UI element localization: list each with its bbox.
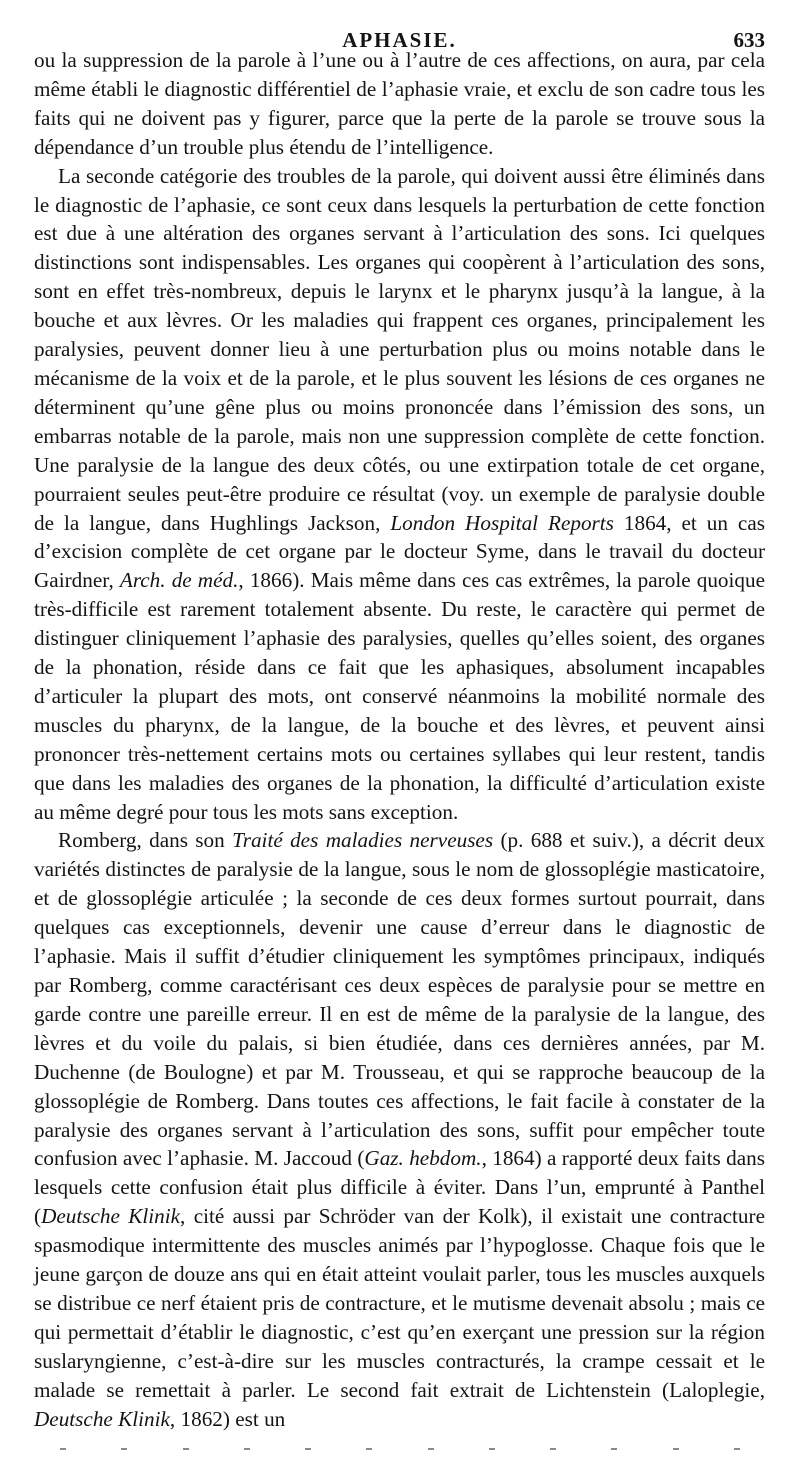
text-run: , 1864) a rapporté deux faits dans lesquels cette confusion était plus difficile à éviter. Dans l’un, emprunté à Panthel ( xyxy=(34,1146,765,1229)
italic-title: Deutsche Klinik xyxy=(41,1204,181,1229)
text-run: , cité aussi par Schröder van der Kolk), il existait une contracture spasmodique intermittente des muscles animés par l’hypoglosse. Chaque fois que le jeune garçon de douze ans qui en était atteint voulait parler, tous les muscles auxquels se distribue ce nerf étaient pris de contracture, et le mutisme devenait absolu ; mais ce qui permettait d’établir le diagnostic, c’est qu’en exerçant une pression sur la région suslaryngienne, c’est-à-dire sur les muscles contracturés, la crampe cessait et le malade se remettait à parler. Le second fait extrait de Lichtenstein (Laloplegie, xyxy=(34,1204,765,1402)
text-run: La seconde catégorie des troubles de la parole, qui doivent aussi être éliminés dans le diagnostic de l’aphasie, ce sont ceux dans lesquels la perturbation de cette fonction est due à une altération des organes servant à l’articulation des sons. Ici quelques distinctions sont indispensables. Les organes qui coopèrent à l’articulation des sons, sont en effet très-nombreux, depuis le larynx et le pharynx jusqu’à la langue, à la bouche et aux lèvres. Or les maladies qui frappent ces organes, principalement les paralysies, peuvent donner lieu à une perturbation plus ou moins notable dans le mécanisme de la voix et de la parole, et le plus souvent les lésions de ces organes ne déterminent qu’une gêne plus ou moins prononcée dans l’émission des sons, un embarras notable de la parole, mais non une suppression complète de cette fonction. Une paralysie de la langue des deux côtés, ou une extirpation totale de cet organe, pourraient seules peut-être produire ce résultat (voy. un exemple de paralysie double de la langue, dans Hughlings Jackson, xyxy=(34,163,765,535)
italic-title: Traité des maladies nerveuses xyxy=(232,828,494,853)
text-run: , 1862) est un xyxy=(169,1406,286,1431)
italic-title: Arch. de méd. xyxy=(119,568,239,593)
running-title: APHASIE. xyxy=(342,28,457,52)
text-run: (p. 688 et suiv.), a décrit deux variétés distinctes de paralysie de la langue, sous le nom de glossoplégie masticatoire, et de glossoplégie articulée ; la seconde de ces deux formes surtout pourrait, dans quelques cas exceptionnels, devenir une cause d’erreur dans le diagnostic de l’aphasie. Mais il suffit d’étudier cliniquement les symptômes principaux, indiqués par Romberg, comme caractérisant ces deux espèces de paralysie pour se mettre en garde contre une pareille erreur. Il en est de même de la paralysie de la langue, des lèvres et du voile du palais, si bien étudiée, dans ces dernières années, par M. Duchenne (de Boulogne) et par M. Trousseau, et qui se rapproche beaucoup de la glossoplégie de Romberg. Dans toutes ces affections, le fait facile à constater de la paralysie des organes servant à l’articulation des sons, suffit pour empêcher toute confusion avec l’aphasie. M. Jaccoud ( xyxy=(34,828,765,1171)
paragraph xyxy=(34,826,765,1433)
running-head xyxy=(34,0,765,52)
body-text xyxy=(34,46,765,1434)
text-run: ou la suppression de la parole à l’une ou à l’autre de ces affections, on aura, par cela même établi le diagnostic différentiel de l’aphasie vraie, et exclu de son cadre tous les faits qui ne doivent pas y figurer, parce que la perte de la parole se trouve sous la dépendance d’un trouble plus étendu de l’intelligence. xyxy=(34,48,765,159)
paragraph xyxy=(34,162,765,827)
paragraph xyxy=(34,46,765,162)
scan-edge-marks xyxy=(60,1448,740,1450)
italic-title: London Hospital Reports xyxy=(390,510,614,535)
page-number: 633 xyxy=(733,28,765,52)
text-run: , 1866). Mais même dans ces cas extrêmes, la parole quoique très-difficile est rarement totalement absente. Du reste, le caractère qui permet de distinguer cliniquement l’aphasie des paralysies, quelles qu’elles soient, des organes de la phonation, réside dans ce fait que les aphasiques, absolument incapables d’articuler la plupart des mots, ont conservé néanmoins la mobilité normale des muscles du pharynx, de la langue, de la bouche et des lèvres, et peuvent ainsi prononcer très-nettement certains mots ou certaines syllabes qui leur restent, tandis que dans les maladies des organes de la phonation, la difficulté d’articulation existe au même degré pour tous les mots sans exception. xyxy=(34,568,766,824)
italic-title: Deutsche Klinik xyxy=(34,1406,170,1431)
text-run: 1864, et un cas d’excision complète de cet organe par le docteur Syme, dans le travail du docteur Gairdner, xyxy=(34,510,765,593)
text-run: Romberg, dans son xyxy=(58,828,233,853)
italic-title: Gaz. hebdom. xyxy=(364,1146,482,1171)
